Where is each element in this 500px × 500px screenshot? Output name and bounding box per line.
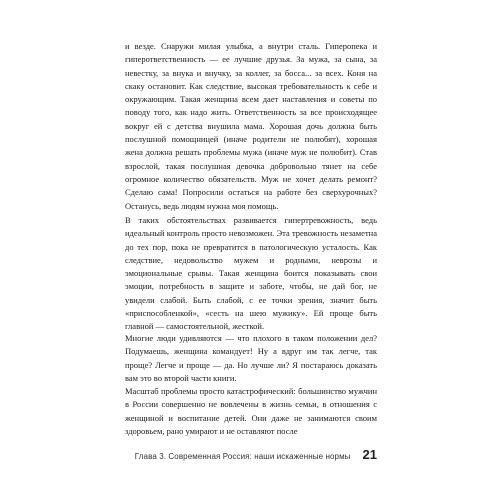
- paragraph-2-text: В таких обстоятельствах развивается гипертревожность, ведь идеальный контроль просто невозможен. Эта тревожность незаметна до тех пор, пока не превратится в патологическую усталость. Как следствие, недовольство мужем и родными, неврозы и эмоциональные срывы. Такая женщина боится показывать свои эмоции, потребность в защите и заботе, чтобы, не дай бог, не увидели слабой. Быть слабой, с ее точки зрения, значит быть «приспособленкой», «сесть на шею мужику». Ей проще быть главной — самостоятельной, жесткой.: [125, 215, 377, 332]
- running-head: Глава 3. Современная Россия: наши искаженные нормы: [134, 452, 351, 461]
- paragraph-3-text: Многие люди удивляются — что плохого в таком положении дел? Подумаешь, женщина командует! Ну а вдруг им так легче, так проще? Легче и проще — да. Но лучше ли? Я постараюсь доказать вам это во второй части книги.: [125, 333, 377, 383]
- page-number: 21: [362, 447, 377, 462]
- paragraph-4-text: Масштаб проблемы просто катастрофический: большинство мужчин в России совершенно не вовлечены в жизнь семьи, в отношения с женщиной и воспитание детей. Они даже не занимаются своим здоровьем, рано умирают и не оставляют после: [125, 386, 377, 436]
- paragraph-4: [125, 385, 377, 451]
- paragraph-1-text: и везде. Снаружи милая улыбка, а внутри сталь. Гиперопека и гиперответственность — ее лучшие друзья. За мужа, за сына, за невестку, за внука и внучку, за коллег, за босса... за всех. Коня на скаку остановит. Как следствие, высокая требовательность к себе и окружающим. Такая женщина всем дает наставления и советы по поводу того, как надо жить. Ответственность за все происходящее вокруг ей с детства внушила мама. Хорошая дочь должна быть послушной помощницей (иначе родители не полюбят), хорошая жена должна решать проблемы мужа (иначе муж не полюбит). Став взрослой, такая послушная девочка добровольно тянет на себе огромное количество обязательств. Муж не хочет делать ремонт? Сделаю сама! Попросили остаться на работе без сверхурочных? Останусь, ведь людям нужна моя помощь.: [125, 41, 377, 211]
- paragraph-2: [125, 214, 377, 347]
- page-footer: [125, 447, 377, 462]
- paragraph-1: [125, 40, 377, 226]
